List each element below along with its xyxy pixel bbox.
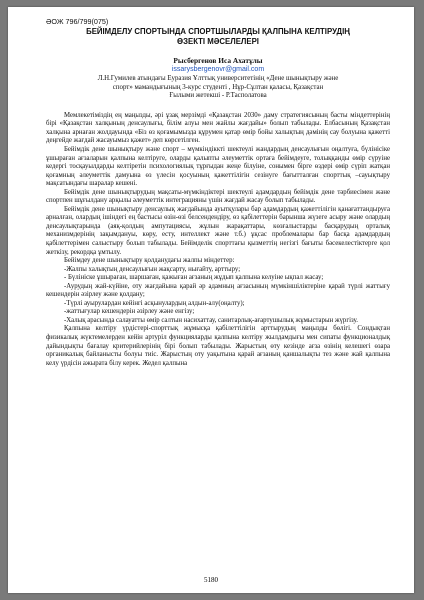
list-item: -жаттығулар кешендерін әзірлеу және енгізу; <box>64 308 195 316</box>
page-content <box>46 17 390 368</box>
paragraph: Мемлекетіміздің ең маңызды, әрі ұзақ мерзімді «Қазақстан 2030» даму стратегиясының басты міндеттерінің бірі «Қазақстан халқының денсаулығы, білім алуы мен жайлы жағдайы» болып табылады. Елбасының Қазақстан халқына арнаған жолдауында «Біз өз қоғамымызда құрумен қатар өмір бойы халықтың дәмінің сау болуына қажетті деңгейде жағдай жасауымыз қажет» деп көрсетілген. <box>46 111 390 145</box>
author-name: Рысбергенов Иса Ахатұлы <box>173 56 263 65</box>
affiliation-line-1: Л.Н.Гумилев атындағы Еуразия Ұлттық университетінің «Дене шынықтыру және <box>97 75 339 82</box>
document-page <box>8 7 414 593</box>
list-item: -Жалпы халықтың денсаулығын жақсарту, нығайту, арттыру; <box>64 265 241 273</box>
supervisor: Ғылыми жетекші - Р.Тасполатова <box>169 92 267 100</box>
paragraph: Бейімдік дене шынықтыру денсаулық жағдайында ауытқулары бар адамдардың қажеттілігін қанағаттандыруға арналған, олардың ішіндегі ең бастысы өзін-өзі белсендендіру, өз қабілеттерін барынша жүзеге асыру және олардың денсаулықтарында (аяқ-қолдың ампутациясы, жұлын жарақаттары, көзғалыстарды басқарудың орталық механизмдерінің зақымдануы, көру, есту, интеллект және т.б.) ұқсас проблемалары бар басқа адамдардың қабілеттерімен салыстыру болып табылады. Бейімделік спорттағы қызметтің негізгі бағыты бәсекелестіктерге қол жеткізу, рекордқа ұмтылу. <box>46 205 390 256</box>
affiliation-line-2: спорт» мамандығының 3-курс студенті , Нұр-Сұлтан қаласы, Қазақстан <box>112 83 324 91</box>
list-item: -Аурудың жай-күйіне, оту жағдайына қарай әр адамның ағзасының мүмкіншіліктеріне қарай түрлі жаттығу кешендерін әзірлеу және қолдану; <box>46 282 390 299</box>
list-heading: Бейімдеу дене шынықтыру қолданудағы жалпы міндеттер: <box>64 257 235 265</box>
article-body <box>46 112 390 368</box>
author-email[interactable]: issarysbergenovr@gmail.com <box>171 66 265 73</box>
title-line-1: БЕЙІМДЕЛУ СПОРТЫНДА СПОРТШЫЛАРДЫ ҚАЛПЫНА КЕЛТІРУДІҢ <box>86 27 350 36</box>
author-affiliation <box>46 75 390 101</box>
list-item: -Халық арасында салауатты өмір салтын насихаттау, санитарлық-ағартушылық жұмыстарын жүргізу. <box>64 316 358 324</box>
paragraph: Бейімдік дене шынықтырудың мақсаты-мүмкіндіктері шектеулі адамдардың бейімдік дене тәрбиесімен және спортпен шұғылдану арқылы әлеуметтік интеграцияны үшін жағдай жасау болып табылады. <box>46 188 390 205</box>
title-line-2: ӨЗЕКТІ МӘСЕЛЕЛЕРІ <box>177 37 259 46</box>
paragraph: Қалпына келтіру үрдістері-спорттық жұмысқа қабілеттілігін арттырудың маңызды бөлігі. Сондықтан физикалық жүктемелерден кейін артуріл функцияларды қалпына келтіру жылдамдығы мен сипаты функционалдық дайындықты бағалау критерийлерінің бірі болып табылады. Жарыстың өту кезінде ағза өзінің келешегі өзара органикалық байланысты болуы тиіс. Жарыстың оту уақытына қарай ағзаның қаншалықты тез және жай қалпына келу үрдісін ажырата білу керек. Жедел қалпына <box>46 325 390 367</box>
udc-code: ӘОЖ 796/799(075) <box>46 17 109 26</box>
list-item: - Бүлініске ұшыраған, шаршаған, қажыған ағзаның жұдып қалпына келуіне ықпал жасау; <box>64 274 324 282</box>
article-title <box>46 27 390 47</box>
page-number: 5180 <box>204 576 218 584</box>
list-item: -Түрлі ауырулардан кейінгі асқынулардың алдын-алу(оңалту); <box>64 299 245 307</box>
paragraph: Бейімдік дене шынықтыру және спорт – мүмкіндіккті шектеулі жандардың денсаулығын оңалтуға, бүлінісіке ұшыраған ағзаларын қалпына келтіруге, оларды қалыпты әлеуметтік ортаға бейімдеуге, толыққанды өмір сүруіне кедергі тосқауылдарды келтіретін психологиялық тұрғыдан жеңе білуіне, сонымен бірге өздері өмір сүріп жатқан қоғамның әлеуметтік дамуына өз үлесін қосуының қажеттілігін сезінуге бағытталған спорттық –сауықтыру мақсатындағы шаралар кешені. <box>46 145 390 188</box>
